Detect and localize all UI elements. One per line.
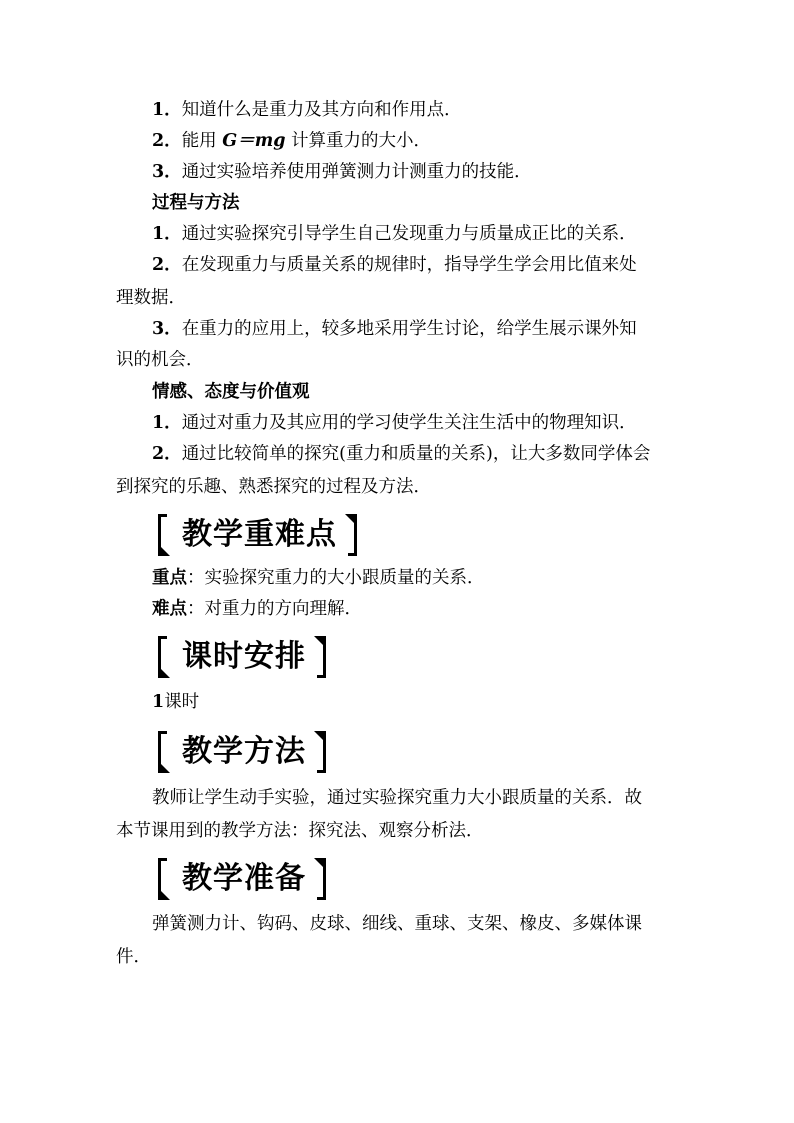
section-heading-preparation [158,856,326,902]
section-heading-methods [158,729,326,775]
process-heading: 过程与方法 [152,193,240,213]
right-bracket-icon [316,634,326,680]
section-heading-key-points [158,512,357,558]
section-title: 教学准备 [182,861,306,896]
item-number: 2． [152,444,182,464]
item-text: 在重力的应用上，较多地采用学生讨论，给学生展示课外知 [181,319,637,339]
item-number: 1． [152,224,182,244]
schedule-unit: 课时 [164,692,200,712]
left-bracket-icon [158,634,168,680]
preparation-line-1: 弹簧测力计、钩码、皮球、细线、重球、支架、橡皮、多媒体课 [152,914,642,934]
formula: G＝mg [222,131,286,151]
preparation-line-2: 件． [116,947,151,967]
process-item-2 [152,253,722,277]
item-text: 通过实验探究引导学生自己发现重力与质量成正比的关系． [181,224,637,244]
left-bracket-icon [158,856,168,902]
section-title: 教学方法 [182,734,306,769]
knowledge-item-3 [152,160,722,184]
item-text-pre: 能用 [181,131,223,151]
knowledge-item-2 [152,129,722,153]
left-bracket-icon [158,729,168,775]
methods-line-1: 教师让学生动手实验，通过实验探究重力大小跟质量的关系．故 [152,788,642,808]
emotion-item-2-cont: 到探究的乐趣、熟悉探究的过程及方法． [116,477,431,497]
item-number: 1． [152,413,182,433]
key-point-text: ：实验探究重力的大小跟质量的关系． [187,568,485,588]
item-text-post: 计算重力的大小． [285,131,432,151]
item-number: 1． [152,100,182,120]
item-text: 通过比较简单的探究(重力和质量的关系)，让大多数同学体会 [181,444,651,464]
key-point-line [152,566,722,590]
difficult-point-line [152,597,722,621]
emotion-item-2 [152,442,722,466]
item-number: 2． [152,131,182,151]
emotion-item-1 [152,411,722,435]
section-title: 教学重难点 [182,517,337,552]
emotion-heading: 情感、态度与价值观 [152,382,310,402]
right-bracket-icon [316,729,326,775]
process-item-2-cont: 理数据． [116,288,186,308]
section-heading-schedule [158,634,326,680]
right-bracket-icon [316,856,326,902]
item-text: 在发现重力与质量关系的规律时，指导学生学会用比值来处 [181,255,637,275]
knowledge-item-1 [152,98,722,122]
item-number: 3． [152,319,182,339]
left-bracket-icon [158,512,168,558]
item-text: 知道什么是重力及其方向和作用点． [181,100,462,120]
right-bracket-icon [347,512,357,558]
item-text: 通过实验培养使用弹簧测力计测重力的技能． [181,162,532,182]
process-item-3-cont: 识的机会． [116,350,204,370]
difficult-point-text: ：对重力的方向理解． [187,599,362,619]
item-number: 2． [152,255,182,275]
schedule-line [152,690,722,714]
schedule-number: 1 [152,692,165,712]
process-item-3 [152,317,722,341]
difficult-point-label: 难点 [152,599,187,619]
key-point-label: 重点 [152,568,187,588]
process-item-1 [152,222,722,246]
item-text: 通过对重力及其应用的学习使学生关注生活中的物理知识． [181,413,637,433]
methods-line-2: 本节课用到的教学方法：探究法、观察分析法． [116,821,484,841]
item-number: 3． [152,162,182,182]
section-title: 课时安排 [182,639,306,674]
